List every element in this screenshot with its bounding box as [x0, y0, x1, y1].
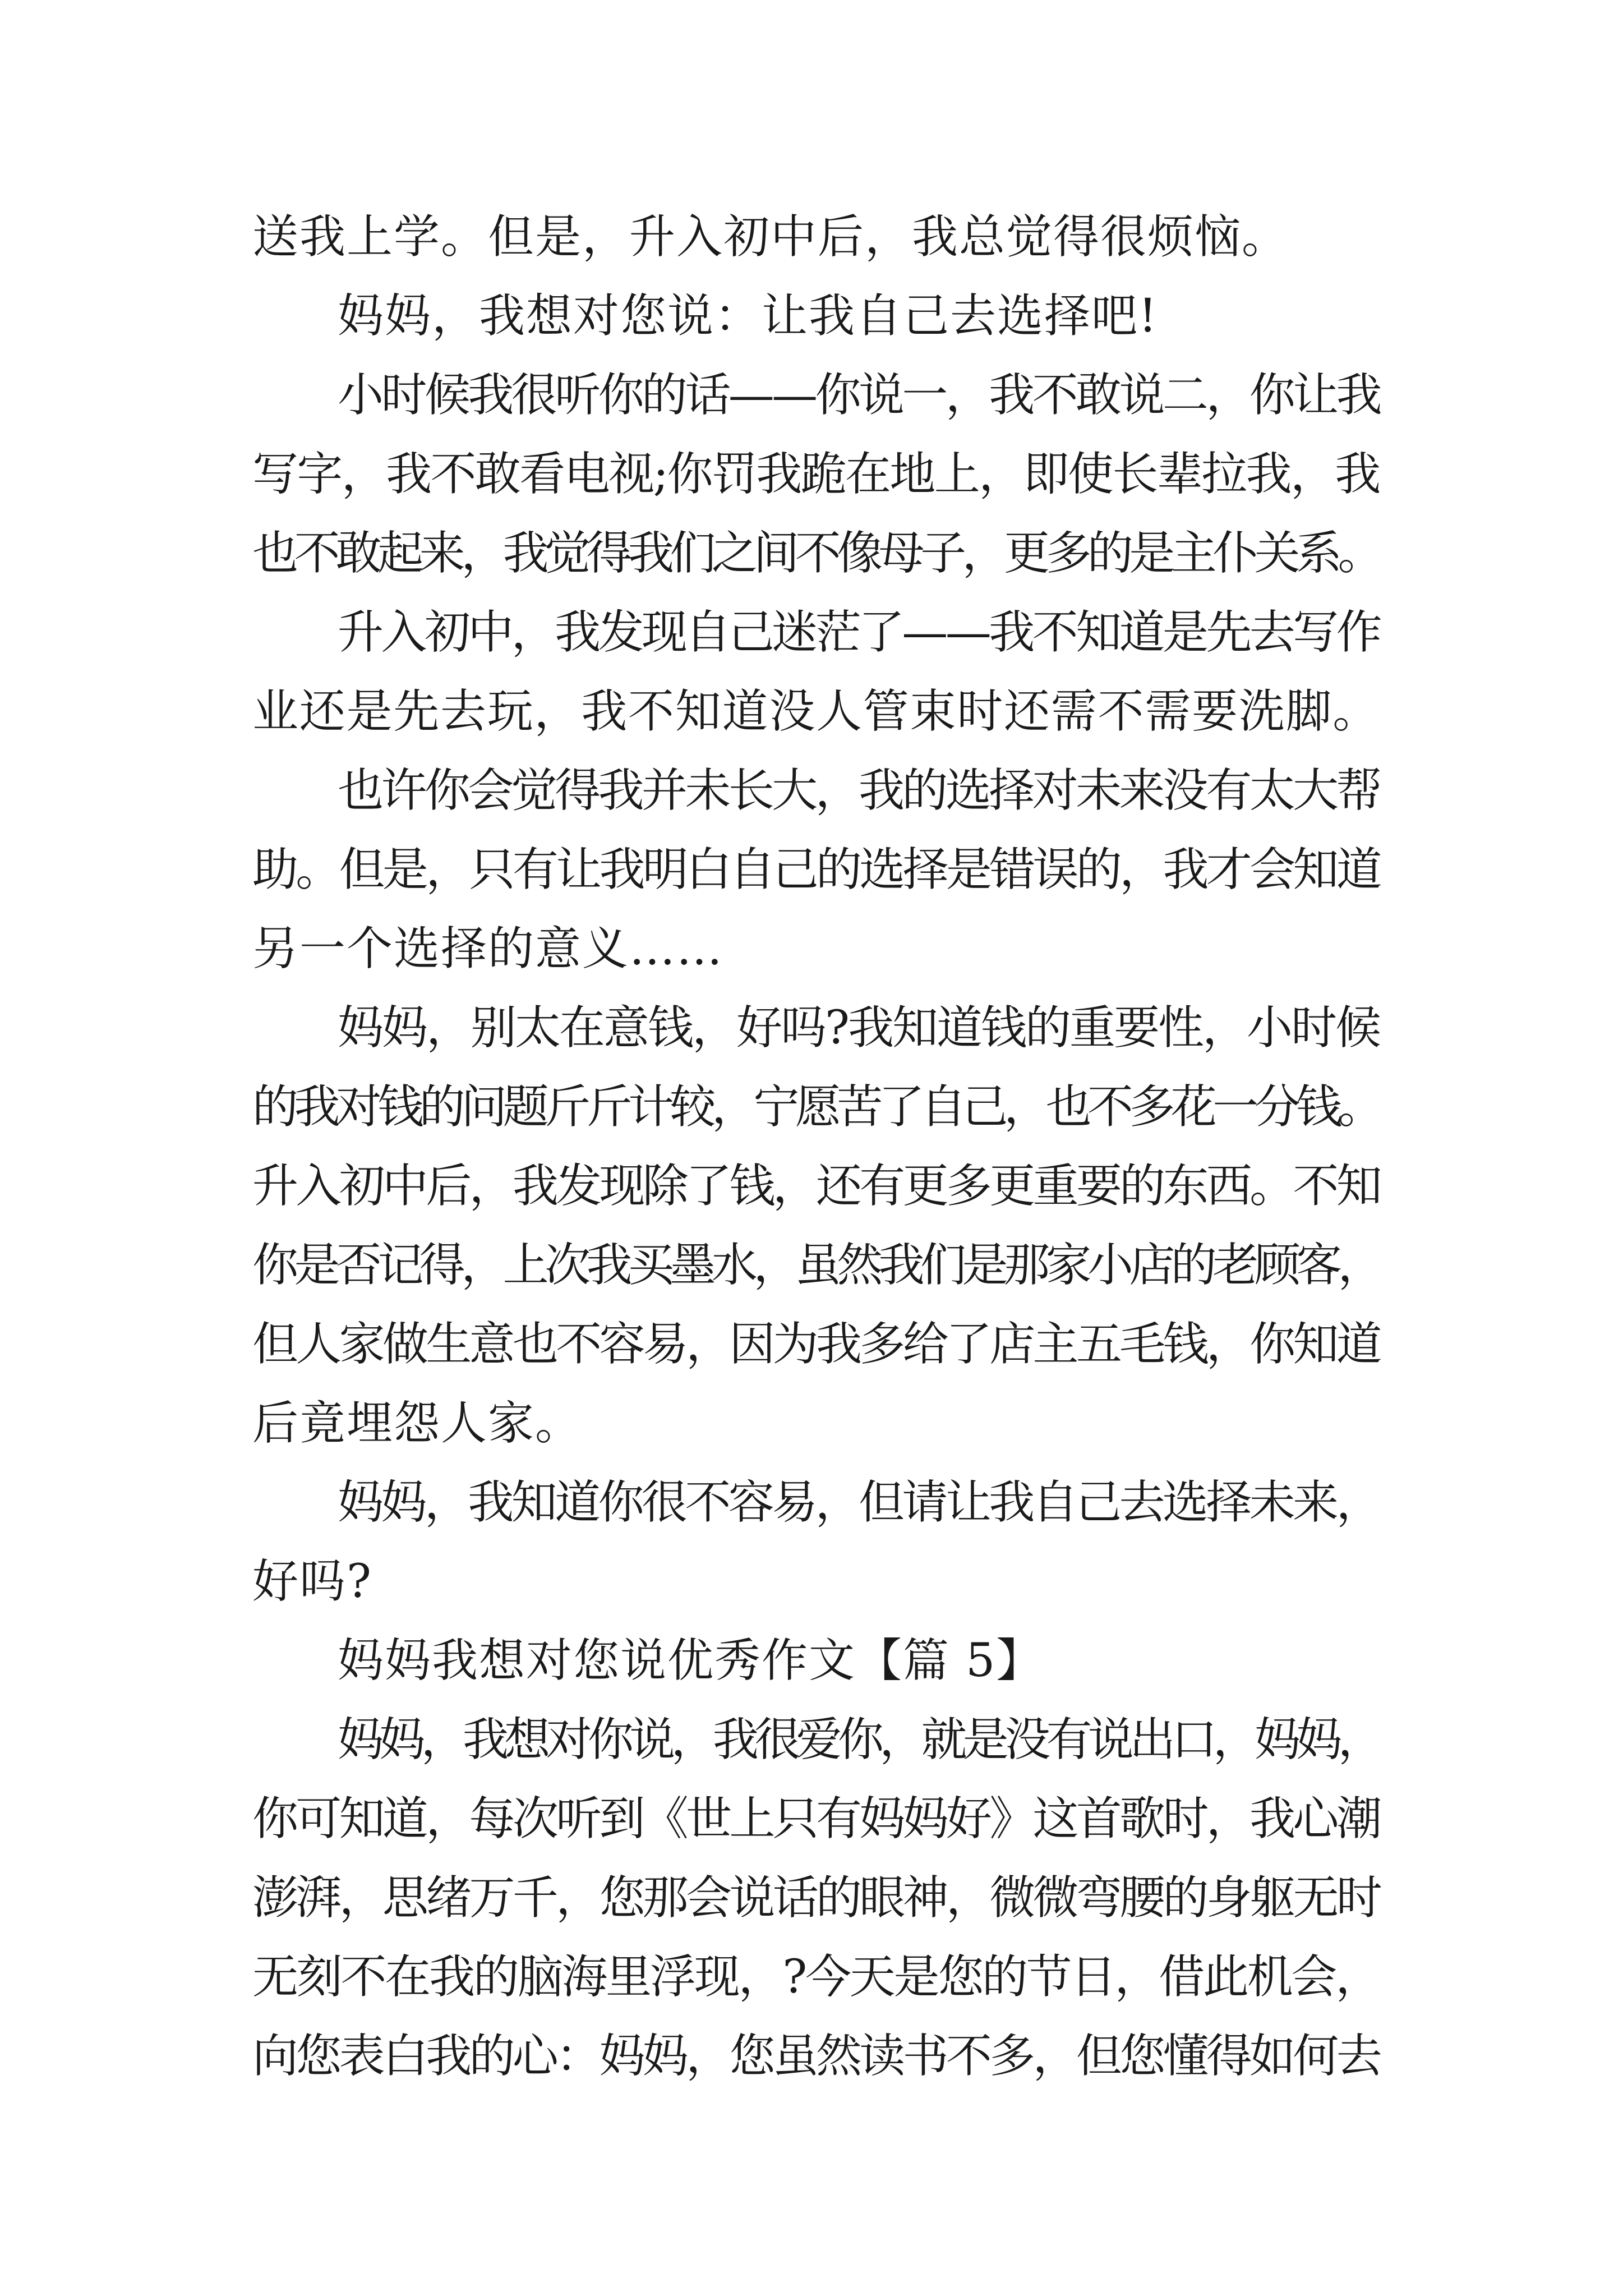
- text-line: 升入初中后，我发现除了钱，还有更多更重要的东西。不知: [252, 1159, 1380, 1213]
- text-line: 你可知道，每次听到《世上只有妈妈好》这首歌时，我心潮: [252, 1792, 1380, 1846]
- text-line: 送我上学。但是，升入初中后，我总觉得很烦恼。: [252, 210, 1289, 264]
- text-line: 妈妈我想对您说优秀作文【篇 5】: [338, 1634, 1044, 1687]
- text-line: 升入初中，我发现自己迷茫了——我不知道是先去写作: [338, 606, 1380, 659]
- text-line: 妈妈，我知道你很不容易，但请让我自己去选择未来，: [338, 1476, 1380, 1529]
- text-line: 你是否记得，上次我买墨水，虽然我们是那家小店的老顾客，: [252, 1239, 1380, 1292]
- text-line: 的我对钱的问题斤斤计较，宁愿苦了自己，也不多花一分钱。: [252, 1080, 1380, 1134]
- text-line: 妈妈，我想对您说：让我自己去选择吧!: [338, 289, 1158, 343]
- text-line: 业还是先去玩，我不知道没人管束时还需不需要洗脚。: [252, 685, 1380, 738]
- text-line: 小时候我很听你的话——你说一，我不敢说二，你让我: [338, 369, 1380, 422]
- text-line: 也许你会觉得我并未长大，我的选择对未来没有太大帮: [338, 764, 1380, 817]
- text-line: 妈妈，别太在意钱，好吗?我知道钱的重要性，小时候: [338, 1001, 1380, 1055]
- text-line: 后竟埋怨人家。: [252, 1397, 583, 1450]
- text-line: 无刻不在我的脑海里浮现，?今天是您的节日，借此机会，: [252, 1950, 1380, 2004]
- essay-body: [252, 197, 1380, 2096]
- text-line: 也不敢起来，我觉得我们之间不像母子，更多的是主仆关系。: [252, 527, 1380, 580]
- text-line: 助。但是，只有让我明白自己的选择是错误的，我才会知道: [252, 843, 1380, 896]
- text-line: 妈妈，我想对你说，我很爱你，就是没有说出口，妈妈，: [338, 1713, 1380, 1766]
- text-line: 好吗?: [252, 1555, 372, 1608]
- text-line: 另一个选择的意义……: [252, 922, 724, 976]
- text-line: 写字，我不敢看电视;你罚我跪在地上，即使长辈拉我，我: [252, 448, 1380, 501]
- text-line: 澎湃，思绪万千，您那会说话的眼神，微微弯腰的身躯无时: [252, 1871, 1380, 1925]
- text-line: 但人家做生意也不容易，因为我多给了店主五毛钱，你知道: [252, 1318, 1380, 1371]
- text-line: 向您表白我的心：妈妈，您虽然读书不多，但您懂得如何去: [252, 2030, 1380, 2083]
